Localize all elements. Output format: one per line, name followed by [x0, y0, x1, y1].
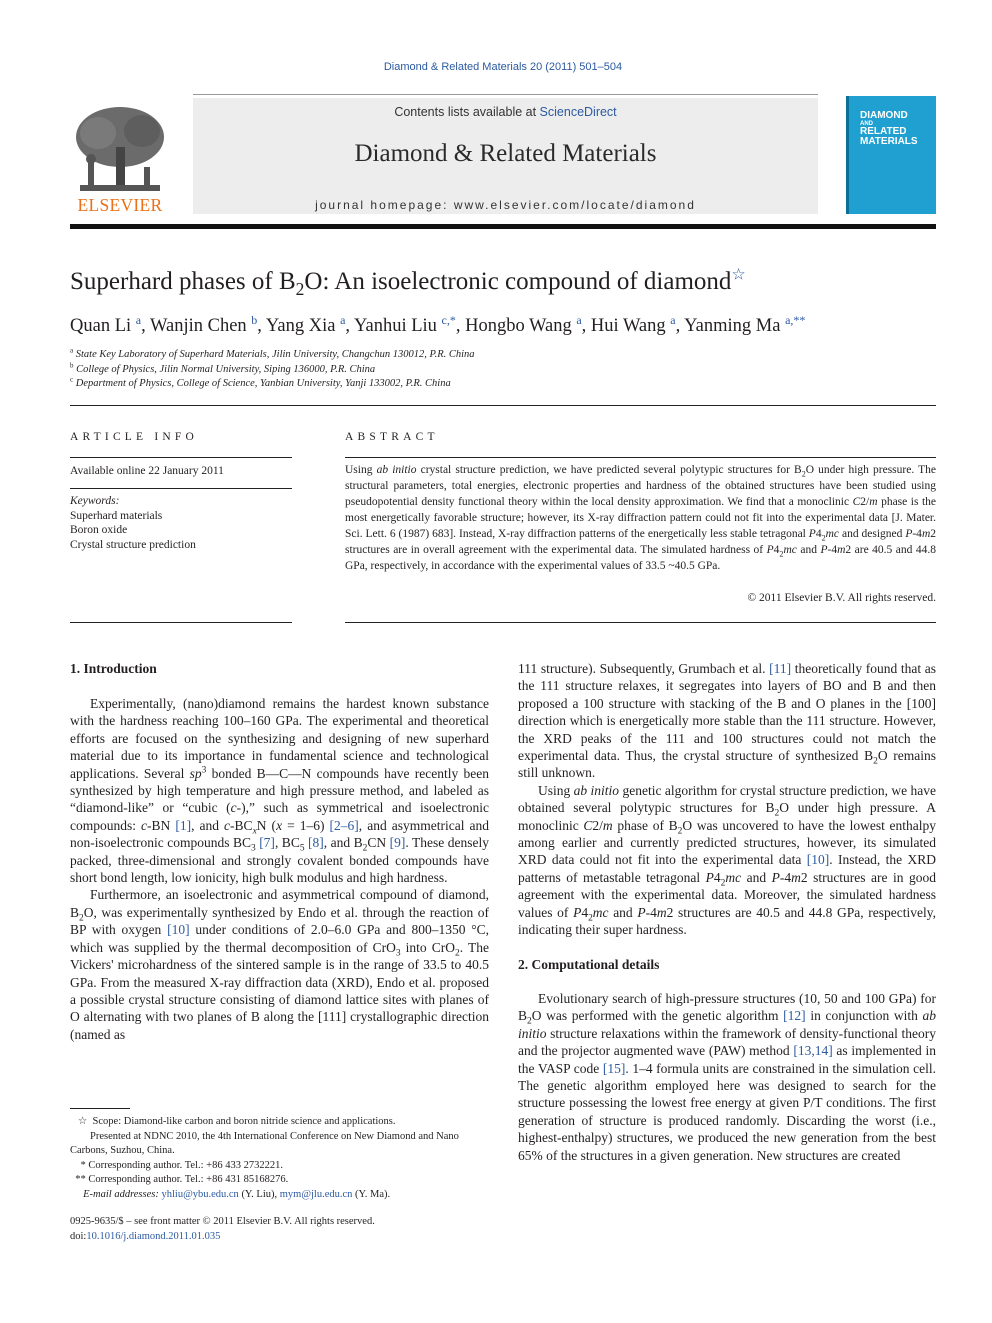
contents-prefix: Contents lists available at: [394, 105, 540, 119]
contents-line: [193, 105, 818, 119]
author-3[interactable]: Yang Xia: [265, 316, 336, 336]
doi-link[interactable]: 10.1016/j.diamond.2011.01.035: [86, 1230, 221, 1242]
keyword-1: Superhard materials: [70, 509, 163, 522]
article-title: [70, 266, 936, 299]
sciencedirect-link[interactable]: ScienceDirect: [539, 105, 617, 119]
keywords-block: [70, 494, 292, 552]
comp-heading: 2. Computational details: [518, 956, 660, 972]
issn-line: 0925-9635/$ – see front matter © 2011 Elsevier B.V. All rights reserved.: [70, 1216, 375, 1227]
author-separator: ,: [345, 316, 354, 336]
intro-column-2: 111 structure). Subsequently, Grumbach et al. [11] theoretically found that as the 111 structure relaxes, it segregates into layers of BO and B and then proposed a 100 structure with stacking of the B and O planes in the [100] direction which is energetically more stable than the 111 structure. However, the XRD peaks of the 111 and 100 structures could not match the experimental data. Thus, the crystal structure of synthesized $B_2O$ remains still unknown. Using ab initio genetic algorithm for crystal structure prediction, we have obtained several polytypic structures for $B_2O$ under high pressure. A monoclinic C2/m phase of $B_2O$ was uncovered to have the lowest enthalpy among earlier and currently predicted structures, however, its simulated XRD data could not fit into the experimental data [10]. Instead, the XRD patterns of metastable tetragonal $P4_2mc$ and P-4m2 structures are in good agreement with the experimental data. Moreover, the simulated hardness values of $P4_2mc$ and P-4m2 structures are 40.5 and 44.8 GPa, respectively, indicating their super hardness. 2. Computational details Evolutionary search of high-pressure structures (10, 50 and 100 GPa) for $B_2O$ was performed with the genetic algorithm [12] in conjunction with ab initio structure relaxations within the framework of density-functional theory and the projector augmented wave (PAW) method [13,14] as implemented in the VASP code [15]. 1–4 formula units are constrained in the simulation cell. The genetic algorithm employed here was designed to search for the structure possessing the lowest free energy at given P/T conditions. The first generation of structure is produced randomly. Discarding the worst (i.e., highest-enthalpy) structures, we produced the new generation from the best 65% of the structures in a given generation. New structures are created: [518, 661, 937, 1163]
cover-line-1: DIAMOND: [860, 110, 908, 121]
author-separator: ,: [675, 316, 685, 336]
article-info: [70, 464, 292, 479]
author-affiliation-mark[interactable]: a,**: [785, 312, 806, 327]
author-affiliation-mark[interactable]: a: [670, 312, 676, 327]
elsevier-wordmark: ELSEVIER: [77, 195, 163, 215]
available-online: Available online 22 January 2011: [70, 465, 224, 477]
email-liu-link[interactable]: yhliu@ybu.edu.cn: [161, 1188, 239, 1200]
title-footnote-star[interactable]: ☆: [731, 266, 746, 284]
journal-homepage[interactable]: journal homepage: www.elsevier.com/locate/diamond: [315, 198, 696, 212]
cover-line-4: MATERIALS: [860, 136, 918, 147]
author-separator: ,: [581, 316, 591, 336]
author-1[interactable]: Quan Li: [70, 316, 132, 336]
journal-reference[interactable]: Diamond & Related Materials 20 (2011) 501–504: [383, 61, 623, 73]
cover-stripe: [846, 96, 849, 214]
info-rule-mid: [70, 488, 292, 489]
footnote-corr-1: * Corresponding author. Tel.: +86 433 2732221.: [70, 1159, 283, 1171]
keyword-2: Boron oxide: [70, 524, 128, 536]
title-part-1: Superhard phases of B: [70, 268, 296, 295]
title-part-2: O: An isoelectronic compound of diamond: [304, 268, 732, 295]
author-affiliation-mark[interactable]: b: [251, 312, 258, 327]
author-affiliation-mark[interactable]: a: [576, 312, 582, 327]
author-list: [70, 312, 936, 337]
author-6[interactable]: Hui Wang: [590, 316, 666, 336]
author-7[interactable]: Yanming Ma: [684, 316, 781, 336]
masthead-top-rule: [193, 94, 818, 95]
journal-cover-thumbnail[interactable]: [846, 96, 936, 214]
abstract-text: Using ab initio crystal structure prediction, we have predicted several polytypic structures for $B_2O$ under high pressure. The structural parameters, total energies, electronic properties and hardness of the obtained structures have been studied using pseudopotential density functional theory within the local density approximation. We find that a monoclinic C2/m phase is the most energetically favorable structure; however, its X-ray diffraction pattern could not fit into the experimental data [J. Mater. Sci. Lett. 6 (1987) 683]. Instead, X-ray diffraction patterns of the energetically less stable tetragonal $P4_2mc$ and designed P-4m2 structures are in overall agreement with the experimental data. The simulated hardness of $P4_2mc$ and P-4m2 are 40.5 and 44.8 GPa, respectively, in accordance with the experimental values of 33.5 ~40.5 GPa.: [345, 464, 937, 572]
info-rule-top: [70, 457, 292, 458]
affiliation-b: $^b$ College of Physics, Jilin Normal University, Siping 136000, P.R. China: [70, 361, 376, 375]
author-affiliation-mark[interactable]: a: [135, 312, 142, 327]
abstract-rule-top: [345, 457, 936, 458]
abstract-heading: ABSTRACT: [345, 431, 439, 443]
abstract-rule-bottom: [345, 622, 936, 623]
author-affiliation-mark[interactable]: a: [340, 312, 346, 327]
title-subscript: 2: [295, 279, 305, 299]
info-rule-bottom: [70, 622, 292, 623]
footnote-rule: [70, 1108, 130, 1109]
header-rule: [70, 224, 936, 229]
cover-line-3: RELATED: [860, 126, 907, 137]
abstract-copyright: © 2011 Elsevier B.V. All rights reserved.: [747, 592, 936, 604]
affiliation-a: $^a$ State Key Laboratory of Superhard Materials, Jilin University, Changchun 130012, P.R. China: [70, 346, 475, 360]
author-separator: ,: [455, 316, 466, 336]
author-5[interactable]: Hongbo Wang: [465, 316, 572, 336]
article-info-heading: ARTICLE INFO: [70, 431, 198, 443]
intro-heading: 1. Introduction: [70, 661, 157, 676]
cover-title: [860, 111, 918, 147]
doi-line: doi:10.1016/j.diamond.2011.01.035: [70, 1230, 221, 1242]
cover-line-2: AND: [860, 121, 873, 127]
author-4[interactable]: Yanhui Liu: [353, 316, 437, 336]
intro-column-1: Experimentally, (nano)diamond remains the hardest known substance with the hardness reaching 100–160 GPa. The experimental and theoretical efforts are focused on the synthesizing and designing of new superhard material due to its importance in fundamental science and technological applications. Several $sp^3$ bonded B—C—N compounds have recently been synthesized by high temperature and high pressure method, and labeled as “diamond-like” or “cubic (c-),” such as symmetrical and isoelectronic compounds: c-BN [1], and $c-BC_xN$ (x = 1–6) [2–6], and asymmetrical and non-isoelectronic compounds $BC_3$ [7], $BC_5$ [8], and $B_2CN$ [9]. These densely packed, three-dimensional and strongly covalent bonded compounds have short bond length, low ionicity, high bulk modulus and high hardness. Furthermore, an isoelectronic and asymmetrical compound of diamond, $B_2O$, was experimentally synthesized by Endo et al. through the reaction of BP with oxygen [10] under conditions of 2.0–6.0 GPa and 800–1350 °C, which was supplied by the thermal decomposition of CrO$_3$ into CrO$_2$. The Vickers' microhardness of the sintered sample is in the range of 33.5 to 40.5 GPa. From the measured X-ray diffraction data (XRD), Endo et al. proposed a possible crystal structure consisting of diamond lattice sites with planes of O alternating with two planes of B along the [111] crystallographic direction (named as: [70, 696, 490, 1042]
keyword-3: Crystal structure prediction: [70, 538, 196, 551]
footnote-star-2: Presented at NDNC 2010, the 4th International Conference on New Diamond and Nano Carbons, Suzhou, China.: [70, 1130, 459, 1156]
affiliation-c: $^c$ Department of Physics, College of Science, Yanbian University, Yanji 133002, P.R. China: [70, 375, 451, 389]
footnotes: [70, 1115, 490, 1202]
title-rule: [70, 405, 936, 406]
author-separator: ,: [257, 316, 266, 336]
author-2[interactable]: Wanjin Chen: [150, 316, 247, 336]
affiliations: [70, 348, 936, 392]
footnote-star: ☆ Scope: Diamond-like carbon and boron nitride science and applications.: [70, 1116, 396, 1127]
article-meta: [70, 1215, 490, 1244]
email-ma-link[interactable]: mym@jlu.edu.cn: [279, 1188, 353, 1200]
footnote-emails: E-mail addresses: yhliu@ybu.edu.cn (Y. Liu), mym@jlu.edu.cn (Y. Ma).: [83, 1188, 391, 1200]
author-affiliation-mark[interactable]: c,*: [441, 312, 456, 327]
journal-title: Diamond & Related Materials: [354, 140, 657, 167]
keywords-label: Keywords:: [70, 495, 120, 507]
footnote-corr-2: ** Corresponding author. Tel.: +86 431 85168276.: [70, 1174, 289, 1185]
author-separator: ,: [141, 316, 151, 336]
